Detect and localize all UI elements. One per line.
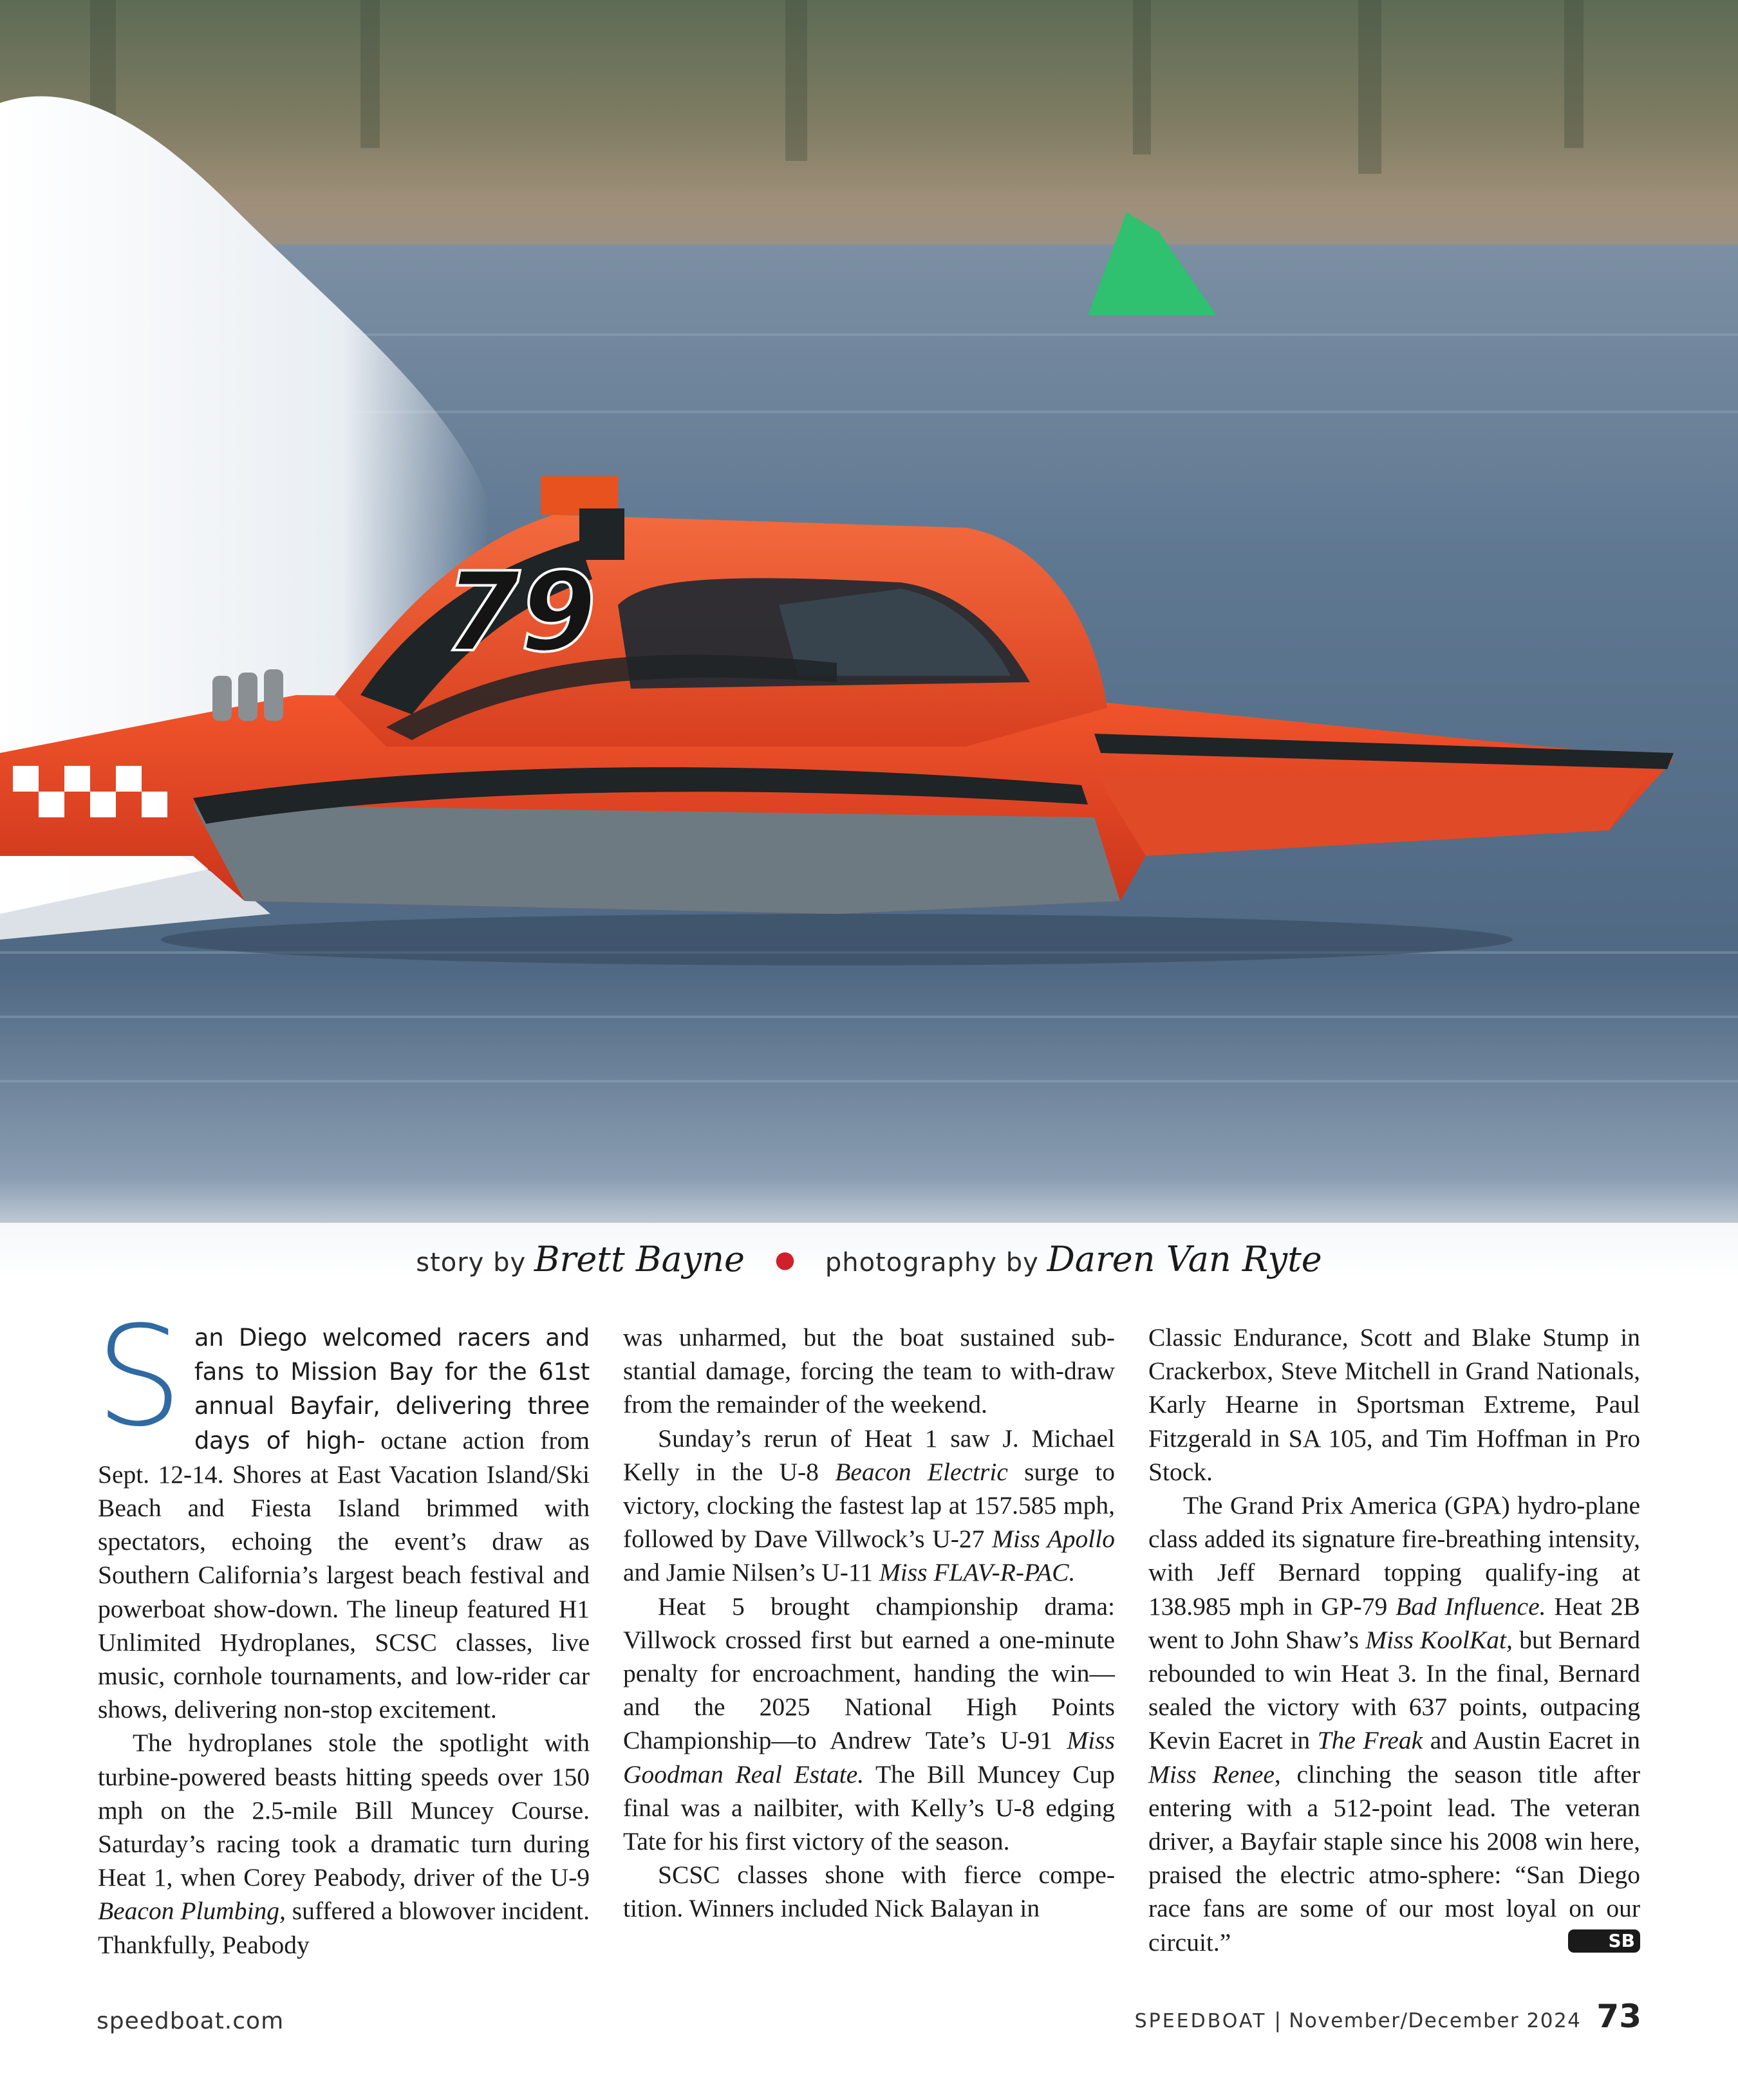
article-column-1 xyxy=(95,1297,590,1962)
page-number: 73 xyxy=(1596,1998,1641,2035)
article-body xyxy=(95,1297,1650,1977)
paragraph-text: but Bernard rebounded to win Heat 3. In the final, Bernard sealed the victory with 637 points, outpacing Kevin Eacret in xyxy=(1148,1625,1640,1755)
paragraph-text: The Grand Prix America (GPA) hydro-plane class added its signature fire-breathing intensity, with Jeff Bernard topping qualify-ing at 138.985 mph in GP-79 xyxy=(1148,1491,1640,1621)
end-mark-icon: SB xyxy=(1568,1929,1640,1953)
issue-date: November/December 2024 xyxy=(1289,2009,1582,2032)
magazine-name: SPEEDBOAT xyxy=(1134,2010,1267,2032)
boat-name: Miss Renee xyxy=(1148,1760,1275,1789)
article-column-3 xyxy=(1148,1321,1640,1959)
boat-number: 79 xyxy=(444,549,597,676)
story-label: story by xyxy=(416,1248,527,1278)
boat-name: Miss KoolKat, xyxy=(1365,1625,1513,1654)
folio-separator: | xyxy=(1274,2008,1282,2032)
paragraph xyxy=(95,1297,590,1726)
boat-name: Miss Goodman Real Estate. xyxy=(623,1726,1115,1789)
paragraph-text: , clinching the season title after entering with a 512-point lead. The veteran driver, a Bayfair staple since his 2008 win here, praised the electric atmo-sphere: “San Diego race fans are some of our most loyal on our circuit.” xyxy=(1148,1760,1640,1956)
paragraph-text: and Jamie Nilsen’s U-11 xyxy=(623,1558,879,1587)
boat-name: Miss FLAV-R-PAC. xyxy=(879,1558,1076,1587)
paragraph xyxy=(98,1726,590,1961)
photo-label: photography by xyxy=(825,1248,1039,1278)
story-author: Brett Bayne xyxy=(534,1239,745,1279)
boat-name: The Freak xyxy=(1317,1726,1423,1755)
footer-website: speedboat.com xyxy=(97,2008,285,2034)
footer-folio xyxy=(1135,1998,1641,2035)
article-column-2 xyxy=(623,1321,1115,1926)
byline xyxy=(0,1239,1738,1279)
paragraph-text: surge to victory, clocking the fastest lap at 157.585 mph, followed by Dave Villwock’s U-27 xyxy=(623,1457,1115,1554)
paragraph-text: The Bill Muncey Cup final was a nailbiter, with Kelly’s U-8 edging Tate for his first victory of the season. xyxy=(623,1760,1115,1856)
paragraph: was unharmed, but the boat sustained sub-stantial damage, forcing the team to with-draw from the remainder of the weekend. xyxy=(623,1323,1115,1419)
paragraph-text: Sunday’s rerun of Heat 1 saw J. Michael Kelly in the U-8 xyxy=(623,1424,1115,1486)
paragraph xyxy=(623,1422,1115,1590)
paragraph xyxy=(623,1590,1115,1859)
paragraph-text: octane action from Sept. 12-14. Shores at East Vacation Island/Ski Beach and Fiesta Island brimmed with spectators, echoing the event’s draw as Southern California’s largest beach festival and powerboat show-down. The lineup featured H1 Unlimited Hydroplanes, SCSC classes, live music, cornhole tournaments, and low-rider car shows, delivering non-stop excitement. xyxy=(98,1426,590,1724)
paragraph xyxy=(1148,1489,1640,1959)
drop-cap: S xyxy=(95,1297,183,1457)
bullet-icon: ● xyxy=(774,1247,796,1273)
lead-in: an Diego welcomed racers and fans to Mission Bay for the 61st annual Bayfair, delivering three days of high- xyxy=(194,1324,590,1454)
paragraph-text: suffered a blowover incident. Thankfully, Peabody xyxy=(98,1897,590,1959)
photo-author: Daren Van Ryte xyxy=(1047,1239,1322,1279)
boat-name: Beacon Electric xyxy=(835,1457,1008,1486)
paragraph-text: Heat 5 brought championship drama: Villwock crossed first but earned a one-minute penalty for encroachment, handing the win—and the 2025 National High Points Championship—to Andrew Tate’s U-91 xyxy=(623,1592,1115,1755)
paragraph-text: and Austin Eacret in xyxy=(1423,1726,1640,1755)
boat-name: Miss Apollo xyxy=(992,1525,1115,1554)
boat-name: Beacon Plumbing, xyxy=(98,1897,286,1926)
paragraph: SCSC classes shone with fierce compe-tition. Winners included Nick Balayan in xyxy=(623,1861,1115,1923)
paragraph-text: The hydroplanes stole the spotlight with turbine-powered beasts hitting speeds over 150 mph on the 2.5-mile Bill Muncey Course. Saturday’s racing took a dramatic turn during Heat 1, when Corey Peabody, driver of the U-9 xyxy=(98,1729,590,1892)
paragraph: Classic Endurance, Scott and Blake Stump in Crackerbox, Steve Mitchell in Grand Nationals, Karly Hearne in Sportsman Extreme, Paul Fitzgerald in SA 105, and Tim Hoffman in Pro Stock. xyxy=(1148,1323,1640,1486)
paragraph-text: Heat 2B went to John Shaw’s xyxy=(1148,1592,1640,1654)
boat-name: Bad Influence. xyxy=(1396,1592,1546,1621)
